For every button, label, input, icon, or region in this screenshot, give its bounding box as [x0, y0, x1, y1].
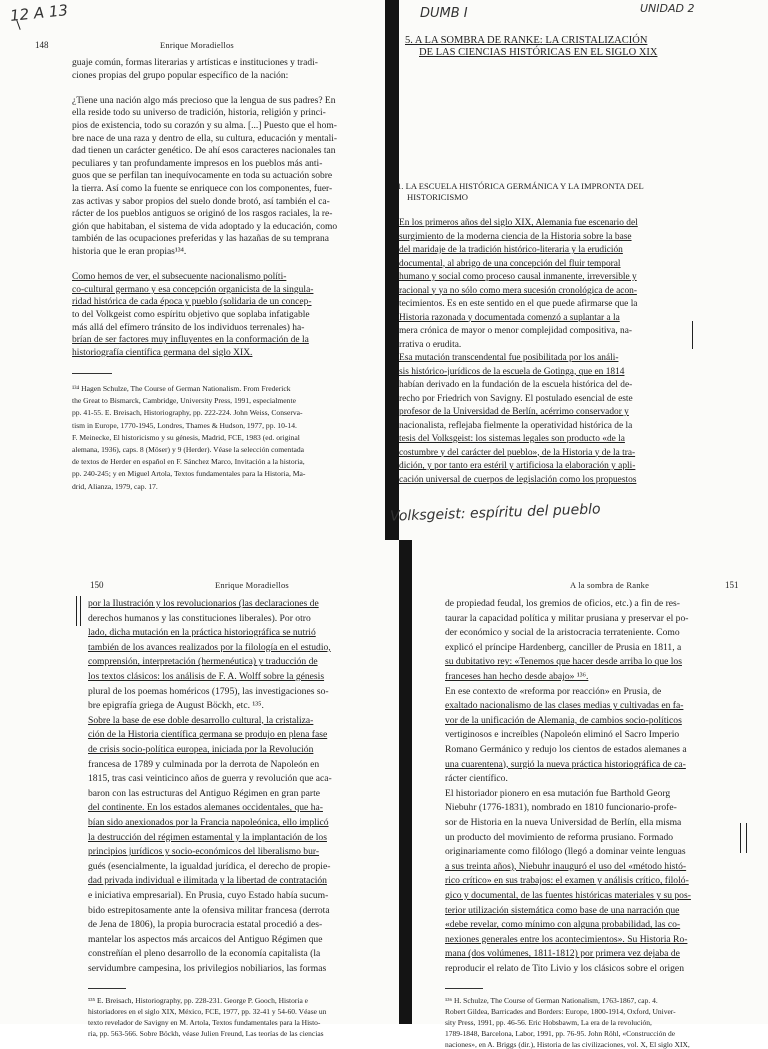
- handwritten-label: DUMB I: [420, 6, 468, 21]
- footnote-line: ria, pp. 563-566. Sobre Böckh, véase Julien Freund, Las teorías de las ciencias: [88, 1029, 324, 1038]
- text-line: gico y documental, de las fuentes históricas materiales y su pos-: [445, 890, 691, 901]
- text-line: originariamente como filólogo (llegó a dominar veinte lenguas: [445, 846, 686, 858]
- text-line: gión que habitaban, el sistema de vida adoptado y la educación, como: [72, 221, 338, 232]
- text-line: «debe revelar, como mínimo con alguna probabilidad, las co-: [445, 919, 681, 931]
- text-line: documental, al abrigo de una concepción del fluir temporal: [399, 258, 621, 269]
- text-line: rico crítico» en sus trabajos: el examen y análisis crítico, filoló-: [445, 875, 689, 887]
- text-line: reproducir el relato de Tito Livio y los clásicos sobre el origen: [445, 963, 684, 974]
- text-line: Como hemos de ver, el subsecuente nacionalismo políti-: [72, 272, 287, 283]
- text-line: baron con las estructuras del Antiguo Régimen en gran parte: [88, 787, 321, 799]
- text-line: tecimientos. Es en este sentido en el que puede afirmarse que la: [399, 299, 638, 309]
- margin-mark: [76, 596, 77, 626]
- footnote-line: ¹³⁶ H. Schulze, The Course of German Nationalism, 1763-1867, cap. 4.: [445, 996, 658, 1005]
- body-text: [445, 598, 737, 990]
- running-head: A la sombra de Ranke: [570, 580, 650, 590]
- text-line: vertiginosos e increíbles (Napoleón eliminó el Sacro Imperio: [445, 729, 680, 741]
- text-line: rácter científico.: [445, 773, 508, 785]
- text-line: habían derivado en la fundación de la escuela histórica del de-: [399, 380, 633, 390]
- footnote-line: the Great to Bismarck, Cambridge, University Press, 1991, especialmente: [72, 396, 296, 406]
- text-line: to del Volkgeist como espíritu objetivo que soplaba infatigable: [72, 310, 310, 320]
- text-line: bre epigrafía griega de August Böckh, etc. ¹³⁵.: [88, 700, 264, 712]
- text-line: El historiador pionero en esa mutación fue Barthold Georg: [445, 787, 671, 799]
- chapter-title-line-2: DE LAS CIENCIAS HISTÓRICAS EN EL SIGLO XIX: [419, 47, 658, 58]
- text-line: humano y social como proceso causal inmanente, irreversible y: [399, 272, 637, 282]
- handwritten-unit: UNIDAD 2: [640, 2, 695, 15]
- footnote-line: sity Press, 1991, pp. 46-56. Eric Hobsbawm, La era de la revolución,: [445, 1018, 652, 1027]
- text-line: 1815, tras casi veinticinco años de guerra y revolución que aca-: [88, 773, 332, 785]
- handwritten-note: Volksgeist: espíritu del pueblo: [389, 501, 601, 525]
- text-line: racional y ya no sólo como mera sucesión cronológica de acon-: [399, 285, 637, 296]
- footnote-line: ¹³⁵ E. Breisach, Historiography, pp. 228-231. George P. Gooch, Historia e: [88, 996, 308, 1005]
- text-line: En los primeros años del siglo XIX, Alemania fue escenario del: [399, 218, 638, 228]
- text-line: guos que se perfilan tan inequívocamente en toda su actuación sobre: [72, 171, 333, 182]
- text-line: bido estrepitosamente ante la ofensiva militar francesa (derrota: [88, 904, 330, 916]
- book-gutter: [385, 0, 399, 540]
- text-line: francesa de 1789 y culminada por la derrota de Napoleón en: [88, 758, 320, 770]
- text-line: mana (dos volúmenes, 1811-1812) por primera vez dejaba de: [445, 948, 680, 960]
- footnote-rule: [445, 988, 483, 989]
- text-line: cación universal de cuerpos de legislación como los propuestos: [399, 474, 637, 485]
- text-line: de crisis socio-política europea, iniciada por la Revolución: [88, 744, 314, 755]
- margin-mark: [80, 596, 81, 626]
- text-line: ridad histórica de cada época y pueblo (solidaria de un concep-: [72, 297, 312, 308]
- text-line: plural de los poemas homéricos (1795), las investigaciones so-: [88, 685, 329, 697]
- text-line: Niebuhr (1776-1831), nombrado en 1810 funcionario-profe-: [445, 802, 677, 814]
- text-line: zas activas y sabor propios del suelo donde brotó, así también el ca-: [72, 196, 330, 207]
- text-line: costumbre y del carácter del pueblo», de la Historia y de la tra-: [399, 447, 636, 458]
- footnotes: [88, 996, 381, 1036]
- footnote-line: 1789-1848, Barcelona, Labor, 1991, pp. 76-95. John Röhl, «Construcción de: [445, 1029, 676, 1038]
- text-line: exaltado nacionalismo de las clases medias y cultivadas en fa-: [445, 700, 684, 712]
- footnote-line: alemana, 1936), caps. 8 (Möser) y 9 (Herder). Véase la selección comentada: [72, 445, 305, 454]
- footnote-line: de textos de Herder en español en F. Sánchez Marco, Invitación a la historia,: [72, 457, 305, 467]
- footnotes: [445, 996, 737, 1049]
- text-line: un producto del movimiento de reforma prusiano. Formado: [445, 831, 674, 843]
- footnote-rule: [88, 988, 126, 989]
- text-line: der económico y social de la aristocracia terrateniente. Como: [445, 627, 680, 639]
- text-line: guaje común, formas literarias y artísticas e instituciones y tradi-: [72, 58, 318, 68]
- text-line: peculiares y tan profundamente impresos en los pueblos más anti-: [72, 158, 323, 169]
- footnote-line: historiadores en el siglo XIX, México, FCE, 1977, pp. 32-41 y 54-60. Véase un: [88, 1007, 327, 1016]
- handwritten-page-range: 12 A 13: [9, 1, 69, 25]
- text-line: comprensión, interpretación (hermenéutica) y traducción de: [88, 656, 318, 668]
- running-head: Enrique Moradiellos: [215, 580, 289, 590]
- text-line: Esa mutación transcendental fue posibilitada por los análi-: [399, 353, 619, 363]
- text-line: ¿Tiene una nación algo más precioso que la lengua de sus padres? En: [72, 95, 336, 106]
- footnote-line: tism in Europe, 1770-1945, Londres, Thames & Hudson, 1977, pp. 10-14.: [72, 420, 297, 430]
- text-line: derechos humanos y las constituciones liberales). Por otro: [88, 612, 311, 624]
- text-line: terior utilización sistemática como base de una narración que: [445, 904, 680, 916]
- text-line: dad privada individual e ilimitada y la libertad de contratación: [88, 875, 327, 887]
- text-line: co-cultural germano y esa concepción organicista de la singula-: [72, 284, 314, 295]
- text-line: tesis del Volksgeist: los sistemas legales son producto «de la: [399, 434, 625, 444]
- section-title-line-2: HISTORICISMO: [407, 192, 468, 202]
- footnote-rule: [72, 373, 112, 374]
- text-line: brían de ser factores muy influyentes en la conformación de la: [72, 335, 309, 346]
- footnote-line: ¹³⁴ Hagen Schulze, The Course of German Nationalism. From Frederick: [72, 384, 291, 393]
- text-line: mantelar los aspectos más arcaicos del Antiguo Régimen que: [88, 933, 323, 945]
- text-line: la tierra. Así como la fuente se enriquece con los componentes, fuer-: [72, 184, 333, 194]
- text-line: En ese contexto de «reforma por reacción» en Prusia, de: [445, 685, 662, 697]
- page-number: 150: [90, 580, 104, 590]
- text-line: ción de la Historia científica germana se produjo en plena fase: [88, 729, 328, 741]
- footnote-line: naciones», en A. Briggs (dir.), Historia de las civilizaciones, vol. X, El siglo XIX,: [445, 1040, 690, 1049]
- text-line: del continente. En los estados alemanes occidentales, que ha-: [88, 802, 323, 814]
- text-line: mera crónica de mayor o menor complejidad compositiva, na-: [399, 326, 632, 336]
- text-line: dición, y por tanto era estéril y artificiosa la elaboración y apli-: [399, 461, 636, 471]
- margin-mark: [746, 823, 747, 853]
- text-line: los textos clásicos: los análisis de F. A. Wolff sobre la génesis: [88, 671, 325, 682]
- text-line: pios de existencia, todo su corazón y su alma. [...] Puesto que el hom-: [72, 121, 337, 131]
- text-line: sis histórico-jurídicos de la escuela de Gotinga, que en 1814: [399, 366, 625, 377]
- text-line: franceses han hecho desde abajo» ¹³⁶.: [445, 671, 589, 682]
- text-line: ella reside todo su universo de tradición, historia, religión y princi-: [72, 108, 326, 119]
- footnote-line: F. Meinecke, El historicismo y su génesis, Madrid, FCE, 1983 (ed. original: [72, 432, 300, 442]
- text-line: historia que le eran propias¹³⁴.: [72, 247, 187, 257]
- footnote-line: pp. 240-245; y en Miguel Artola, Textos fundamentales para la Historia, Ma-: [72, 469, 306, 479]
- text-line: nexiones generales entre los acontecimientos». Su Historia Ro-: [445, 933, 688, 945]
- running-head: Enrique Moradiellos: [160, 40, 234, 50]
- footnote-line: drid, Alianza, 1979, cap. 17.: [72, 481, 158, 491]
- body-text: [88, 598, 381, 990]
- text-line: una cuarentena), surgió la nueva práctica historiográfica de ca-: [445, 758, 686, 770]
- text-line: servidumbre campesina, los privilegios nobiliarios, las formas: [88, 963, 327, 974]
- book-gutter: [399, 540, 412, 1024]
- body-text: [399, 218, 699, 508]
- text-line: la destrucción del régimen estamental y la implantación de los: [88, 831, 327, 843]
- text-line: recho por Friedrich von Savigny. El postulado esencial de este: [399, 393, 633, 404]
- text-line: bían sido anexionados por la Francia napoleónica, ello implicó: [88, 817, 329, 828]
- footnote-line: pp. 41-55. E. Breisach, Historiography, pp. 222-224. John Weiss, Conserva-: [72, 408, 303, 418]
- margin-mark: [692, 321, 693, 349]
- text-line: dad tienen un carácter genético. De ahí esos caracteres nacionales tan: [72, 146, 336, 157]
- text-line: de Jena de 1806), la propia burocracia estatal procedió a des-: [88, 919, 323, 931]
- text-line: también de los avances realizados por la filología en el estudio,: [88, 641, 331, 653]
- text-line: profesor de la Universidad de Berlín, acérrimo conservador y: [399, 407, 629, 417]
- text-line: nacionalista, reflejaba fielmente la operatividad histórica de la: [399, 420, 633, 431]
- page-number: 148: [35, 40, 49, 50]
- text-line: más allá del efímero tránsito de los individuos terrenales) ha-: [72, 322, 305, 333]
- text-line: principios jurídicos y socio-económicos del liberalismo bur-: [88, 846, 320, 858]
- page-150: [0, 540, 385, 1038]
- text-line: taurar la capacidad política y militar prusiana y preservar el po-: [445, 612, 689, 624]
- text-line: lado, dicha mutación en la práctica historiográfica se nutrió: [88, 627, 316, 639]
- page-149: [385, 0, 768, 540]
- footnotes: [72, 384, 372, 504]
- text-line: vor de la unificación de Alemania, de cambios socio-políticos: [445, 714, 682, 726]
- page-number: 151: [725, 580, 739, 590]
- margin-mark: [740, 823, 741, 853]
- text-line: rrativa o erudita.: [399, 339, 462, 350]
- section-title-line-1: 1. LA ESCUELA HISTÓRICA GERMÁNICA Y LA IMPRONTA DEL: [397, 181, 644, 191]
- text-line: de propiedad feudal, los gremios de oficios, etc.) a fin de res-: [445, 598, 680, 609]
- text-line: e iniciativa empresarial). En Prusia, cuyo Estado había sucum-: [88, 890, 329, 901]
- text-line: por la Ilustración y los revolucionarios (las declaraciones de: [88, 598, 319, 609]
- text-line: Historia razonada y documentada comenzó a suplantar a la: [399, 312, 620, 323]
- footnote-line: texto revelador de Savigny en M. Artola, Textos fundamentales para la Histo-: [88, 1018, 321, 1027]
- page-151: [385, 540, 768, 1049]
- page-148: [0, 0, 385, 540]
- text-line: explicó el príncipe Hardenberg, canciller de Prusia en 1811, a: [445, 641, 682, 653]
- text-line: constreñían el pleno desarrollo de la economía capitalista (la: [88, 948, 321, 960]
- text-line: sor de Historia en la nueva Universidad de Berlín, ella misma: [445, 817, 682, 828]
- text-line: del maridaje de la tradición histórico-literaria y la erudición: [399, 245, 623, 255]
- text-line: Sobre la base de ese doble desarrollo cultural, la cristaliza-: [88, 714, 314, 726]
- text-line: Romano Germánico y redujo los cientos de estados alemanes a: [445, 744, 687, 755]
- text-line: su dubitativo rey: «Tenemos que hacer desde arriba lo que los: [445, 656, 682, 668]
- chapter-title-line-1: 5. A LA SOMBRA DE RANKE: LA CRISTALIZACIÓN: [405, 35, 648, 46]
- text-line: surgimiento de la moderna ciencia de la Historia sobre la base: [399, 231, 632, 242]
- text-line: ciones propias del grupo popular específico de la nación:: [72, 70, 289, 81]
- text-line: gués (esencialmente, la igualdad jurídica, el derecho de propie-: [88, 860, 331, 872]
- text-line: historiografía científica germana del siglo XIX.: [72, 347, 253, 358]
- footnote-line: Robert Gildea, Barricades and Borders: Europe, 1800-1914, Oxford, Univer-: [445, 1007, 676, 1016]
- body-text: [72, 58, 372, 358]
- text-line: rácter de los pueblos antiguos se originó de los rasgos raciales, la re-: [72, 209, 333, 220]
- text-line: bre nace de una raza y dentro de ella, su cultura, educación y mentali-: [72, 133, 338, 144]
- text-line: también de las ocupaciones preferidas y las hazañas de su temprana: [72, 234, 329, 245]
- text-line: a sus treinta años), Niebuhr inauguró el uso del «método histó-: [445, 860, 687, 872]
